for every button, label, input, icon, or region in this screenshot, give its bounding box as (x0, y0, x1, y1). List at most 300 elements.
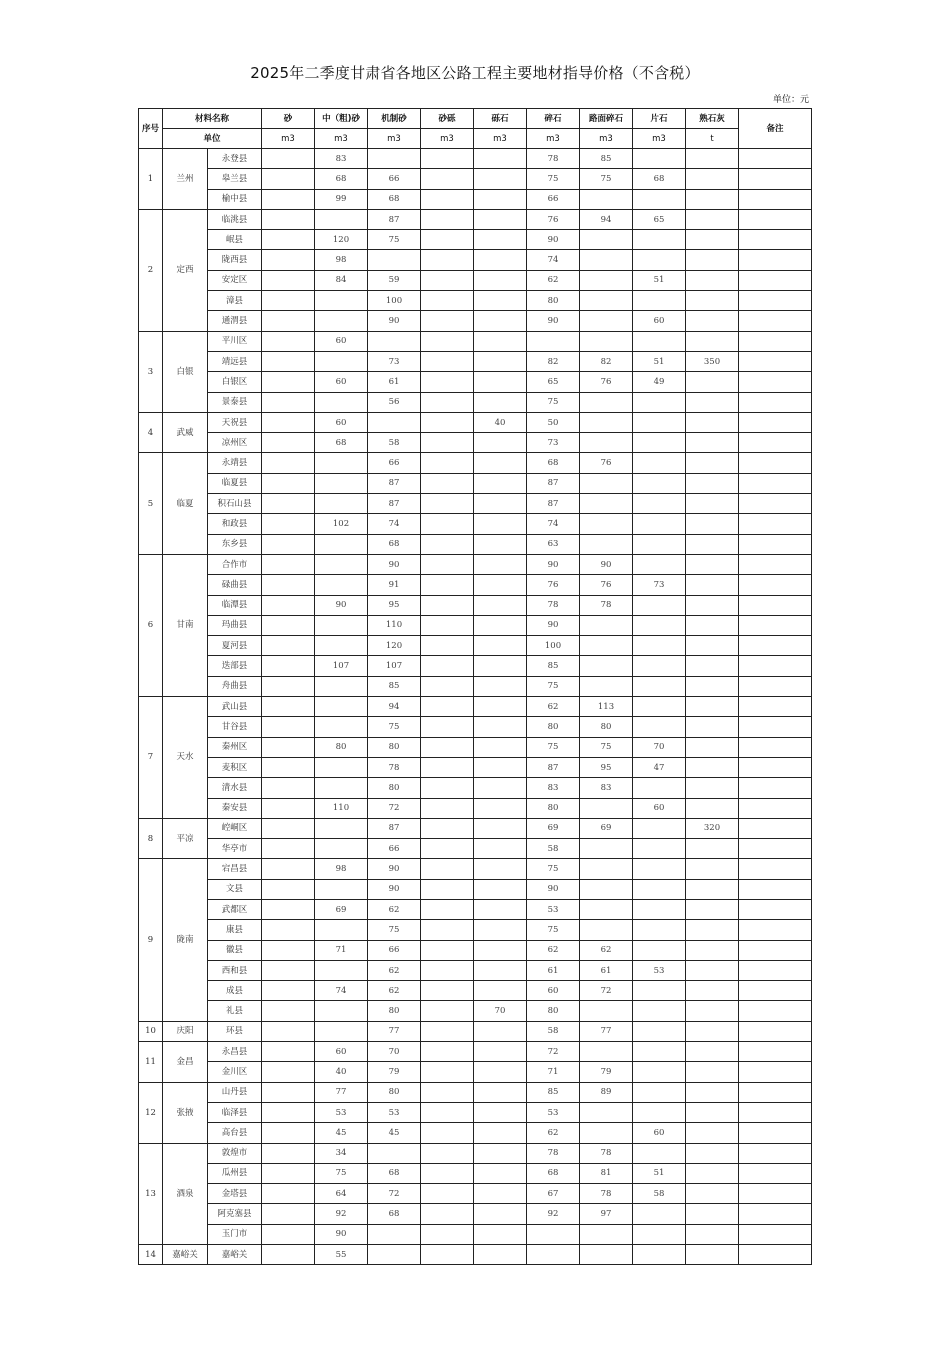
price-cell (580, 291, 633, 311)
price-cell (633, 879, 686, 899)
county-name: 舟曲县 (208, 676, 262, 696)
price-cell (474, 209, 527, 229)
price-cell (315, 757, 368, 777)
price-cell (686, 778, 739, 798)
price-cell (580, 433, 633, 453)
remark-cell (739, 879, 812, 899)
price-cell (686, 331, 739, 351)
price-cell (474, 981, 527, 1001)
price-cell (474, 1021, 527, 1041)
price-cell: 80 (527, 717, 580, 737)
price-cell (633, 534, 686, 554)
price-cell (421, 473, 474, 493)
price-cell (686, 453, 739, 473)
price-cell (686, 697, 739, 717)
table-row (139, 676, 812, 696)
price-cell (421, 1143, 474, 1163)
county-name: 积石山县 (208, 494, 262, 514)
price-cell: 90 (527, 554, 580, 574)
price-cell: 78 (368, 757, 421, 777)
price-cell (474, 1062, 527, 1082)
price-cell: 83 (315, 149, 368, 169)
price-cell: 60 (315, 412, 368, 432)
price-cell (421, 1123, 474, 1143)
unit-cell: m3 (421, 129, 474, 149)
price-cell (474, 1143, 527, 1163)
price-cell (421, 757, 474, 777)
price-cell: 90 (315, 1224, 368, 1244)
price-cell (368, 1143, 421, 1163)
price-cell: 60 (315, 1042, 368, 1062)
table-row (139, 981, 812, 1001)
region-city: 嘉峪关 (163, 1245, 208, 1265)
price-cell: 51 (633, 1163, 686, 1183)
price-cell (421, 636, 474, 656)
remark-cell (739, 981, 812, 1001)
table-row (139, 575, 812, 595)
table-row (139, 372, 812, 392)
county-name: 永登县 (208, 149, 262, 169)
table-row (139, 717, 812, 737)
price-cell (421, 291, 474, 311)
price-cell (421, 737, 474, 757)
price-cell (580, 920, 633, 940)
price-cell (633, 514, 686, 534)
price-cell: 90 (527, 311, 580, 331)
table-row (139, 534, 812, 554)
table-row (139, 149, 812, 169)
price-cell (474, 1042, 527, 1062)
price-cell: 62 (527, 697, 580, 717)
price-cell (633, 149, 686, 169)
price-cell: 78 (580, 595, 633, 615)
price-cell (315, 778, 368, 798)
price-cell (580, 859, 633, 879)
price-cell (474, 534, 527, 554)
region-index: 8 (139, 818, 163, 859)
region-index: 7 (139, 697, 163, 819)
price-cell (315, 717, 368, 737)
price-cell (262, 1204, 315, 1224)
price-cell (633, 981, 686, 1001)
price-cell (262, 149, 315, 169)
price-cell (474, 879, 527, 899)
price-cell (262, 1184, 315, 1204)
price-cell (474, 453, 527, 473)
price-cell (421, 534, 474, 554)
price-cell: 61 (527, 960, 580, 980)
price-cell (421, 1184, 474, 1204)
region-index: 13 (139, 1143, 163, 1244)
price-cell (262, 473, 315, 493)
price-cell: 75 (527, 169, 580, 189)
price-cell (315, 392, 368, 412)
price-cell (580, 392, 633, 412)
price-cell: 68 (315, 169, 368, 189)
price-cell (421, 250, 474, 270)
price-cell: 75 (527, 392, 580, 412)
price-cell (686, 1062, 739, 1082)
price-cell: 77 (368, 1021, 421, 1041)
price-cell (633, 1062, 686, 1082)
price-cell: 69 (580, 818, 633, 838)
price-cell: 60 (527, 981, 580, 1001)
price-cell (421, 879, 474, 899)
unit-cell: t (686, 129, 739, 149)
remark-cell (739, 1143, 812, 1163)
price-cell (474, 595, 527, 615)
price-cell (686, 717, 739, 737)
price-cell (686, 494, 739, 514)
region-index: 1 (139, 149, 163, 210)
price-cell (421, 615, 474, 635)
region-index: 4 (139, 412, 163, 453)
price-cell (421, 920, 474, 940)
price-cell: 70 (633, 737, 686, 757)
price-cell (315, 575, 368, 595)
remark-cell (739, 818, 812, 838)
price-cell (262, 331, 315, 351)
price-cell: 72 (368, 1184, 421, 1204)
unit-cell: m3 (368, 129, 421, 149)
unit-label: 单位：元 (772, 95, 809, 105)
price-cell (686, 1245, 739, 1265)
material-name-header: 材料名称 (163, 109, 262, 129)
price-cell: 60 (315, 372, 368, 392)
price-cell (633, 554, 686, 574)
price-cell: 62 (368, 960, 421, 980)
price-cell: 75 (315, 1163, 368, 1183)
county-name: 文县 (208, 879, 262, 899)
price-cell: 95 (368, 595, 421, 615)
price-cell (580, 311, 633, 331)
region-city: 定西 (163, 209, 208, 331)
price-cell: 66 (527, 189, 580, 209)
remark-cell (739, 859, 812, 879)
region-index: 10 (139, 1021, 163, 1041)
price-cell (474, 778, 527, 798)
price-cell (421, 1163, 474, 1183)
price-cell (474, 798, 527, 818)
price-cell: 94 (368, 697, 421, 717)
remark-cell (739, 554, 812, 574)
county-name: 康县 (208, 920, 262, 940)
price-cell (262, 697, 315, 717)
remark-cell (739, 514, 812, 534)
price-cell: 90 (580, 554, 633, 574)
price-cell (262, 189, 315, 209)
county-name: 环县 (208, 1021, 262, 1041)
price-cell (421, 676, 474, 696)
table-row (139, 636, 812, 656)
price-cell (421, 270, 474, 290)
price-cell: 69 (315, 899, 368, 919)
price-cell (315, 697, 368, 717)
price-cell: 68 (527, 453, 580, 473)
price-cell (315, 839, 368, 859)
price-cell: 113 (580, 697, 633, 717)
price-cell (633, 1082, 686, 1102)
price-cell (474, 899, 527, 919)
price-cell (474, 818, 527, 838)
unit-cell: m3 (262, 129, 315, 149)
price-cell (421, 311, 474, 331)
price-cell: 77 (580, 1021, 633, 1041)
price-cell (421, 433, 474, 453)
price-cell (474, 656, 527, 676)
price-cell (686, 636, 739, 656)
price-cell: 90 (368, 859, 421, 879)
price-cell (421, 554, 474, 574)
price-cell (580, 494, 633, 514)
price-cell (580, 189, 633, 209)
region-index: 14 (139, 1245, 163, 1265)
price-cell (421, 717, 474, 737)
price-cell (474, 1163, 527, 1183)
price-cell: 120 (368, 636, 421, 656)
price-cell (686, 1123, 739, 1143)
price-cell (686, 798, 739, 818)
table-row (139, 1021, 812, 1041)
price-cell (262, 250, 315, 270)
remark-cell (739, 920, 812, 940)
remark-cell (739, 453, 812, 473)
county-name: 临泽县 (208, 1102, 262, 1122)
remark-cell (739, 1102, 812, 1122)
price-cell (474, 960, 527, 980)
price-cell (421, 230, 474, 250)
price-cell: 55 (315, 1245, 368, 1265)
table-row (139, 392, 812, 412)
price-cell (474, 433, 527, 453)
county-name: 天祝县 (208, 412, 262, 432)
price-cell: 71 (527, 1062, 580, 1082)
county-name: 瓜州县 (208, 1163, 262, 1183)
price-cell: 81 (580, 1163, 633, 1183)
price-cell (262, 636, 315, 656)
remark-cell (739, 1245, 812, 1265)
price-cell (474, 149, 527, 169)
price-cell (580, 1224, 633, 1244)
price-cell (633, 940, 686, 960)
remark-cell (739, 1021, 812, 1041)
price-cell (633, 636, 686, 656)
price-cell: 89 (580, 1082, 633, 1102)
price-cell (580, 514, 633, 534)
remark-cell (739, 1001, 812, 1021)
price-cell: 75 (527, 676, 580, 696)
price-cell (686, 473, 739, 493)
price-cell (633, 839, 686, 859)
price-cell: 80 (527, 798, 580, 818)
table-row (139, 1204, 812, 1224)
price-cell (368, 1245, 421, 1265)
county-name: 景泰县 (208, 392, 262, 412)
price-cell: 72 (580, 981, 633, 1001)
table-row (139, 189, 812, 209)
price-cell: 75 (527, 920, 580, 940)
table-row (139, 656, 812, 676)
price-cell (421, 656, 474, 676)
price-cell (474, 1224, 527, 1244)
county-name: 山丹县 (208, 1082, 262, 1102)
price-cell: 61 (368, 372, 421, 392)
remark-cell (739, 311, 812, 331)
price-cell: 66 (368, 169, 421, 189)
price-cell (580, 1042, 633, 1062)
county-name: 合作市 (208, 554, 262, 574)
county-name: 榆中县 (208, 189, 262, 209)
price-cell (421, 169, 474, 189)
price-cell: 78 (580, 1143, 633, 1163)
price-cell: 68 (315, 433, 368, 453)
material-header: 熟石灰 (686, 109, 739, 129)
table-row (139, 473, 812, 493)
remark-cell (739, 351, 812, 371)
price-cell (421, 839, 474, 859)
remark-cell (739, 1224, 812, 1244)
remark-cell (739, 473, 812, 493)
price-cell: 320 (686, 818, 739, 838)
price-cell: 68 (368, 189, 421, 209)
price-cell (633, 920, 686, 940)
price-cell (421, 189, 474, 209)
remark-cell (739, 778, 812, 798)
price-cell: 74 (315, 981, 368, 1001)
price-cell: 60 (633, 1123, 686, 1143)
price-cell (421, 575, 474, 595)
price-cell (315, 960, 368, 980)
table-row (139, 960, 812, 980)
price-cell (421, 778, 474, 798)
price-cell: 75 (580, 737, 633, 757)
price-cell (580, 412, 633, 432)
price-cell (686, 433, 739, 453)
header-row-materials (139, 109, 812, 129)
price-cell (633, 1245, 686, 1265)
remark-cell (739, 372, 812, 392)
price-cell (686, 859, 739, 879)
price-cell: 87 (527, 757, 580, 777)
remark-cell (739, 291, 812, 311)
county-name: 凉州区 (208, 433, 262, 453)
county-name: 临洮县 (208, 209, 262, 229)
price-cell (262, 1062, 315, 1082)
county-name: 安定区 (208, 270, 262, 290)
price-cell: 87 (527, 473, 580, 493)
price-cell (262, 717, 315, 737)
price-cell (686, 595, 739, 615)
price-cell (633, 595, 686, 615)
price-cell (262, 1082, 315, 1102)
price-cell (633, 676, 686, 696)
price-cell: 62 (368, 899, 421, 919)
price-cell (633, 473, 686, 493)
price-cell (474, 291, 527, 311)
region-city: 临夏 (163, 453, 208, 554)
price-cell (474, 717, 527, 737)
price-cell (686, 514, 739, 534)
price-cell: 66 (368, 839, 421, 859)
county-name: 华亭市 (208, 839, 262, 859)
price-cell (686, 1204, 739, 1224)
price-cell: 56 (368, 392, 421, 412)
price-cell (686, 1143, 739, 1163)
price-cell: 76 (580, 575, 633, 595)
county-name: 平川区 (208, 331, 262, 351)
price-cell (474, 473, 527, 493)
county-name: 成县 (208, 981, 262, 1001)
price-cell: 51 (633, 351, 686, 371)
price-cell: 45 (368, 1123, 421, 1143)
remark-cell (739, 433, 812, 453)
remark-cell (739, 1184, 812, 1204)
price-cell (633, 189, 686, 209)
price-cell (421, 1204, 474, 1224)
price-cell: 85 (580, 149, 633, 169)
county-name: 秦州区 (208, 737, 262, 757)
remark-cell (739, 1204, 812, 1224)
document-title: 2025年二季度甘肃省各地区公路工程主要地材指导价格（不含税） (250, 64, 700, 82)
price-cell (474, 575, 527, 595)
county-name: 武山县 (208, 697, 262, 717)
table-row (139, 757, 812, 777)
price-cell (580, 1001, 633, 1021)
price-cell: 62 (580, 940, 633, 960)
region-city: 白银 (163, 331, 208, 412)
region-city: 天水 (163, 697, 208, 819)
price-cell: 58 (527, 839, 580, 859)
price-cell (686, 554, 739, 574)
price-cell: 65 (633, 209, 686, 229)
price-cell (262, 798, 315, 818)
county-name: 礼县 (208, 1001, 262, 1021)
price-cell (686, 311, 739, 331)
price-cell: 82 (527, 351, 580, 371)
price-cell (686, 1082, 739, 1102)
price-cell (262, 1123, 315, 1143)
price-cell: 60 (315, 331, 368, 351)
table-row (139, 291, 812, 311)
price-cell (580, 615, 633, 635)
price-cell (421, 453, 474, 473)
price-cell: 73 (368, 351, 421, 371)
remark-cell (739, 940, 812, 960)
price-cell (474, 615, 527, 635)
price-cell (315, 1021, 368, 1041)
price-cell: 90 (527, 879, 580, 899)
price-cell (686, 1021, 739, 1041)
price-cell (262, 412, 315, 432)
remark-cell (739, 230, 812, 250)
table-row (139, 1062, 812, 1082)
remark-cell (739, 595, 812, 615)
price-cell: 95 (580, 757, 633, 777)
price-cell (686, 575, 739, 595)
price-cell: 68 (368, 1163, 421, 1183)
price-cell: 76 (527, 209, 580, 229)
price-cell (474, 392, 527, 412)
price-cell: 74 (527, 514, 580, 534)
price-cell (368, 149, 421, 169)
price-cell (262, 1001, 315, 1021)
price-cell (368, 412, 421, 432)
price-cell (368, 1224, 421, 1244)
region-city: 武威 (163, 412, 208, 453)
price-cell: 40 (315, 1062, 368, 1082)
price-cell (421, 494, 474, 514)
price-cell (262, 575, 315, 595)
